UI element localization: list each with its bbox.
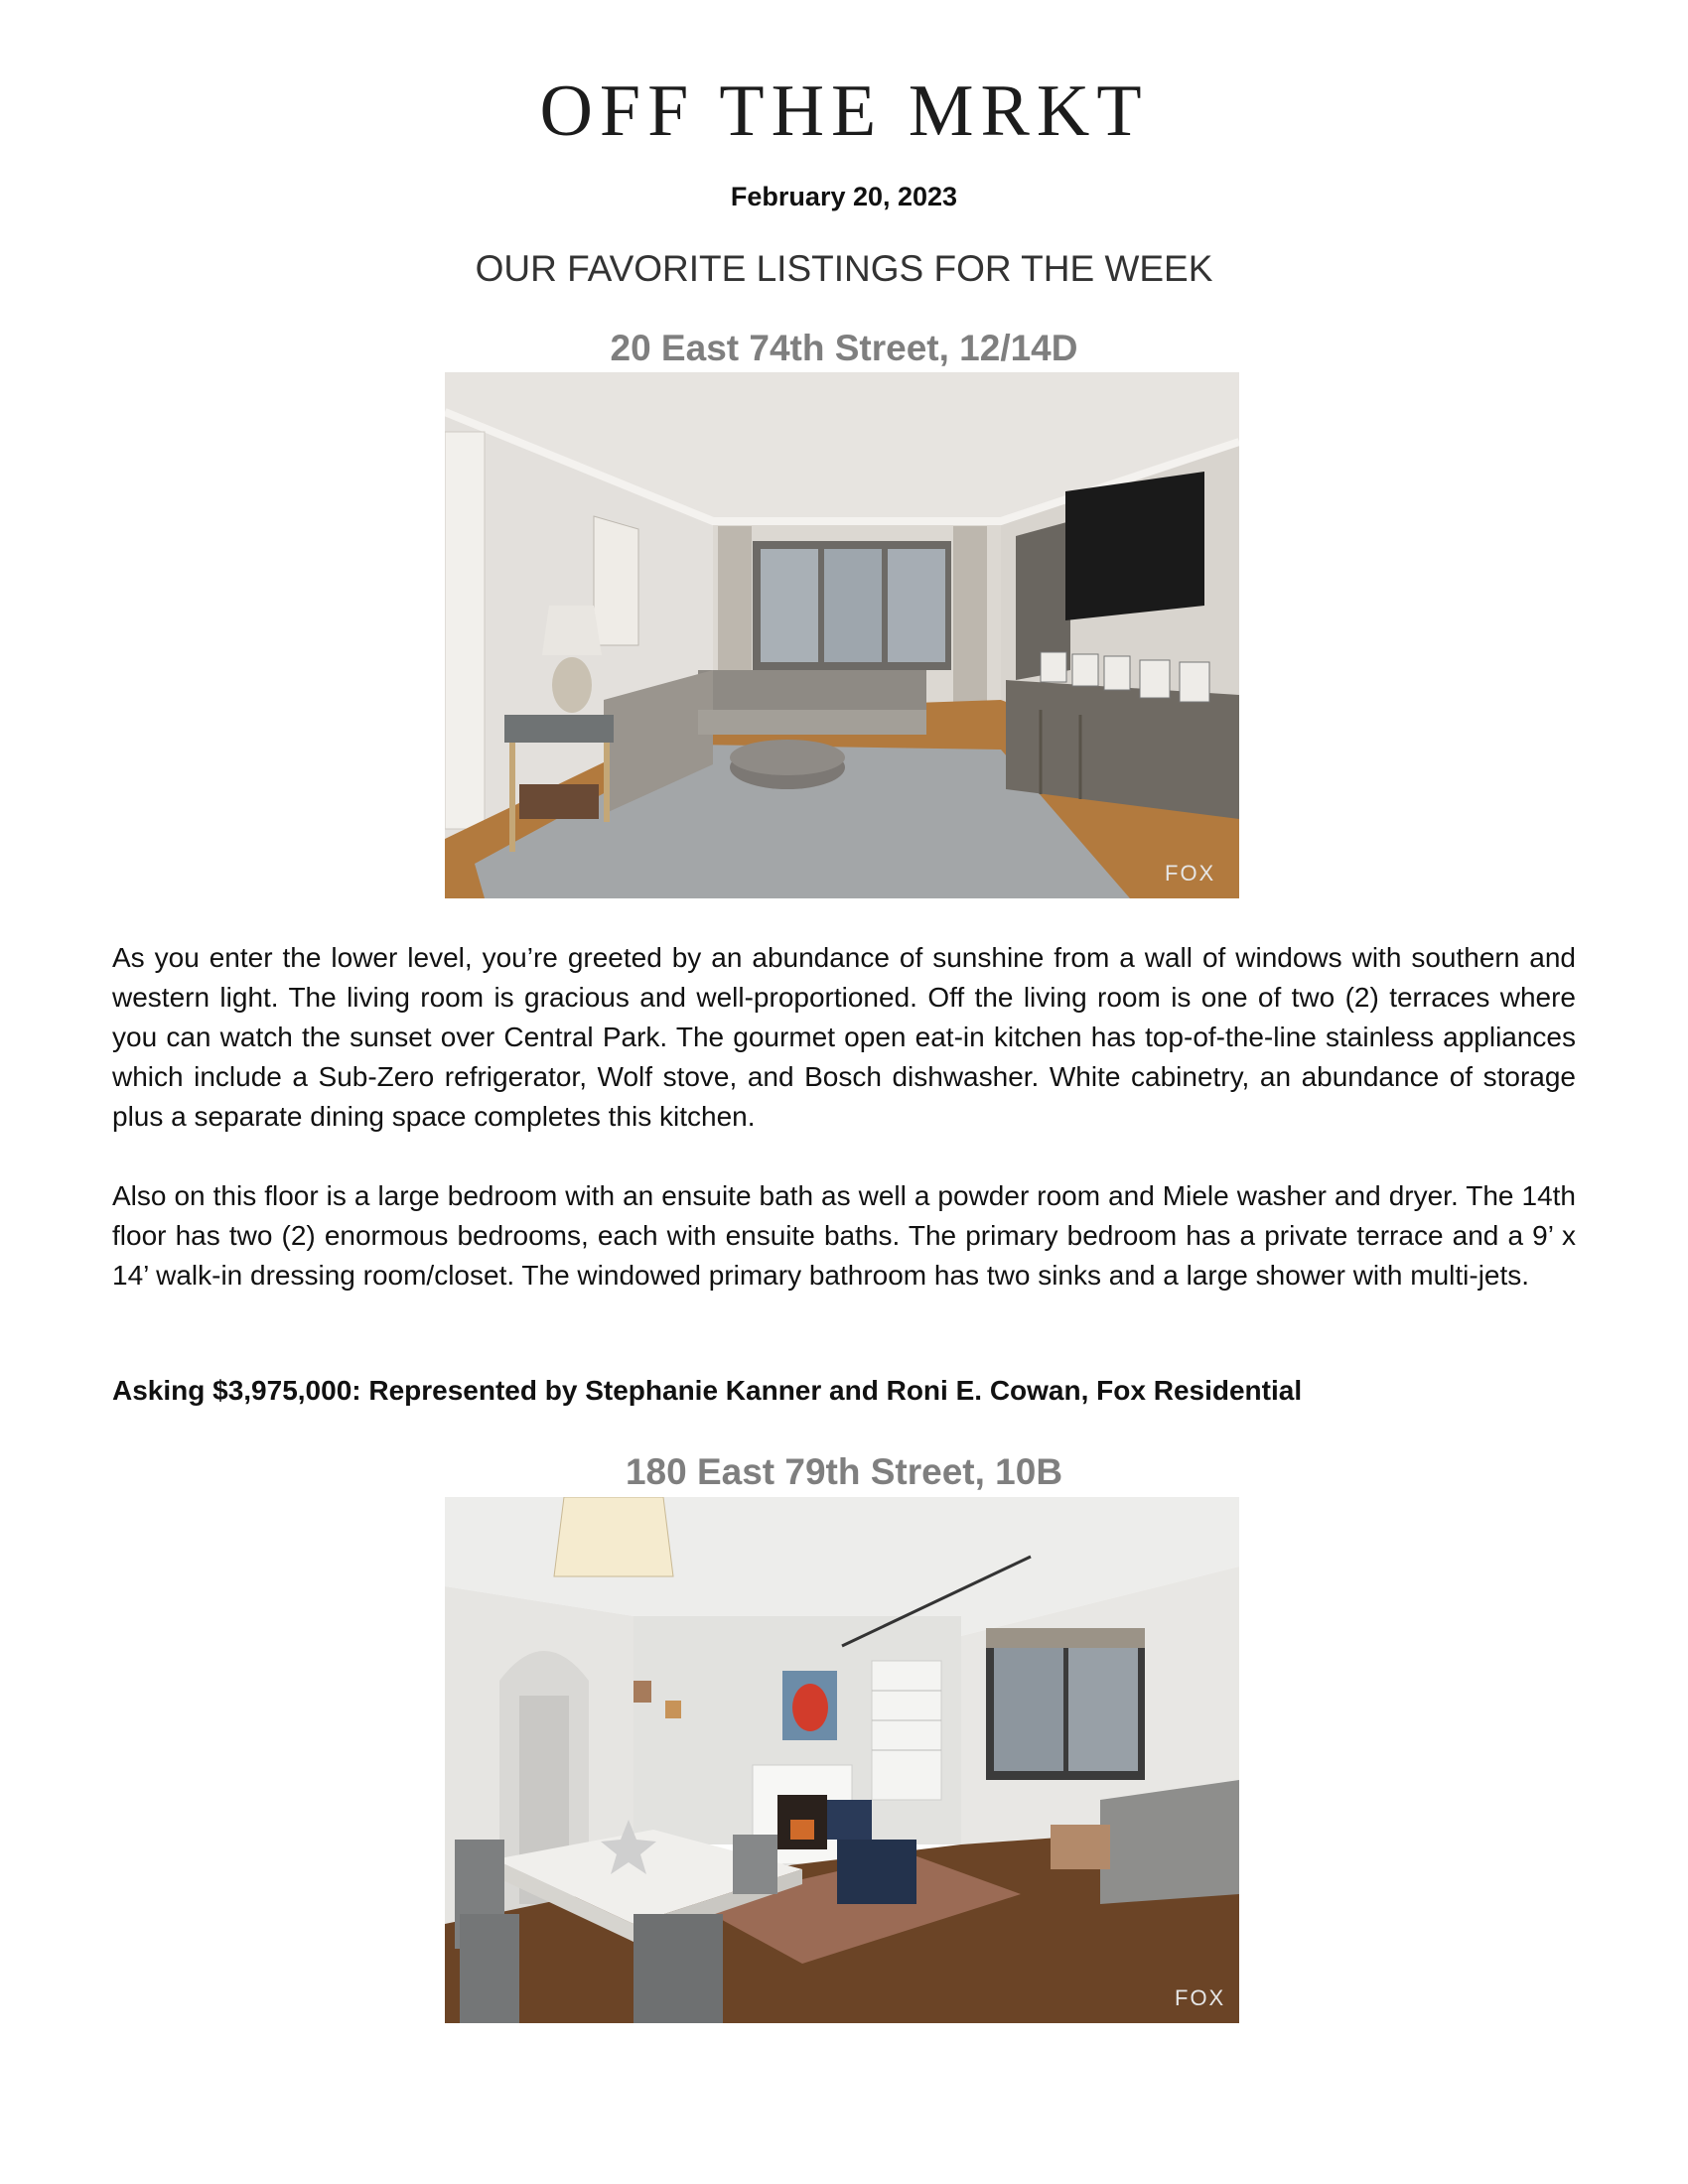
listing-title: 180 East 79th Street, 10B [625,1451,1063,1492]
listing-description-p1: As you enter the lower level, you’re greeted by an abundance of sunshine from a wall of windows with southern and western light. The living room is gracious and well-proportioned. Off the living room is one of two (2) terraces where you can watch the sunset over Central Park. The gourmet open eat-in kitchen has top-of-the-line stainless appliances which include a Sub-Zero refrigerator, Wolf stove, and Bosch dishwasher. White cabinetry, an abundance of storage plus a separate dining space completes this kitchen. [112,942,1576,1132]
listing-description-p2: Also on this floor is a large bedroom with an ensuite bath as well a powder room and Miele washer and dryer. The 14th floor has two (2) enormous bedrooms, each with ensuite baths. The primary bedroom has a private terrace and a 9’ x 14’ walk-in dressing room/closet. The windowed primary bathroom has two sinks and a large shower with multi-jets. [112,1180,1576,1291]
listing-title: 20 East 74th Street, 12/14D [610,328,1078,368]
photo-watermark: FOX [1175,1985,1226,2010]
publication-date: February 20, 2023 [730,182,958,211]
section-heading: OUR FAVORITE LISTINGS FOR THE WEEK [475,248,1213,289]
listing-photo-living-room [445,372,1239,898]
listing-asking-price: Asking $3,975,000: Represented by Stephanie Kanner and Roni E. Cowan, Fox Residential [112,1375,1303,1406]
dining-room-illustration [445,1497,1239,2023]
listing-photo-dining-living-room [445,1497,1239,2023]
masthead-logo: OFF THE MRKT [539,70,1149,152]
living-room-illustration [445,372,1239,898]
photo-watermark: FOX [1165,861,1216,886]
